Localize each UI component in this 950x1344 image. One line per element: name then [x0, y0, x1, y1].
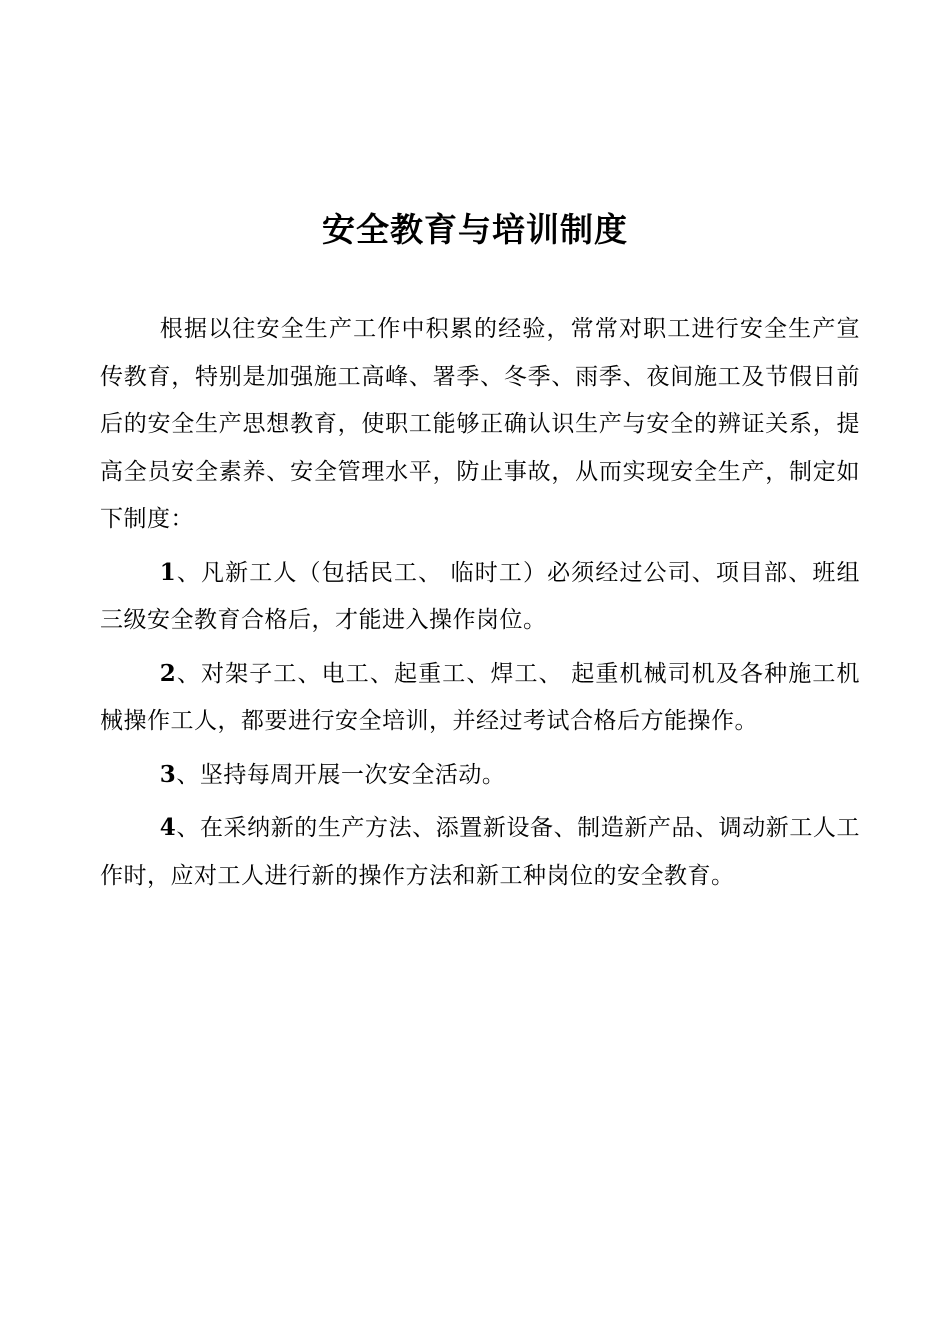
rule-number: 3	[159, 760, 177, 788]
rule-item-1	[100, 549, 860, 645]
rule-item-3	[100, 751, 860, 800]
intro-paragraph: 根据以往安全生产工作中积累的经验，常常对职工进行安全生产宣传教育，特别是加强施工高峰、署季、冬季、雨季、夜间施工及节假日前后的安全生产思想教育，使职工能够正确认识生产与安全的辨证关系，提高全员安全素养、安全管理水平，防止事故，从而实现安全生产，制定如下制度：	[100, 316, 860, 532]
rule-number: 1	[159, 558, 177, 586]
rule-text: 、在采纳新的生产方法、添置新设备、制造新产品、调动新工人工作时，应对工人进行新的操作方法和新工种岗位的安全教育。	[100, 815, 860, 889]
document-body	[100, 306, 860, 900]
rule-text: 、凡新工人（包括民工、 临时工）必须经过公司、项目部、班组三级安全教育合格后，才能进入操作岗位。	[100, 559, 860, 633]
rule-item-4	[100, 804, 860, 900]
document-title: 安全教育与培训制度	[322, 210, 628, 249]
rule-text: 、坚持每周开展一次安全活动。	[176, 761, 506, 788]
rule-number: 2	[159, 659, 177, 687]
rule-text: 、对架子工、电工、起重工、焊工、 起重机械司机及各种施工机械操作工人，都要进行安全培训，并经过考试合格后方能操作。	[100, 660, 860, 734]
rule-item-2	[100, 650, 860, 746]
rule-number: 4	[159, 814, 177, 841]
